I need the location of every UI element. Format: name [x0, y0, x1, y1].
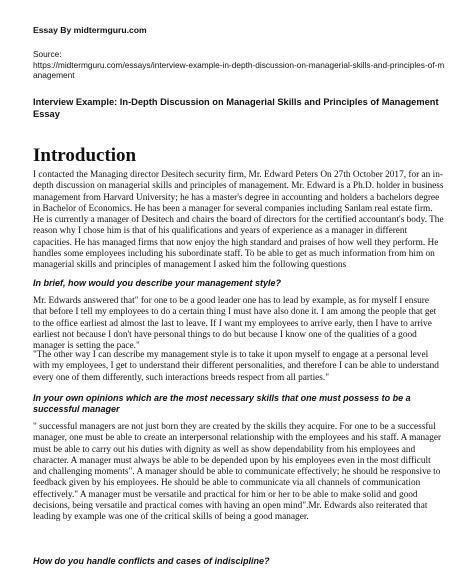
document-title: Interview Example: In-Depth Discussion on Managerial Skills and Principles of Management Essay	[33, 97, 439, 119]
question-heading-3: How do you handle conflicts and cases of indiscipline?	[33, 556, 270, 566]
question-heading-2: In your own opinions which are the most necessary skills that one must possess to be a successful manager	[33, 393, 411, 415]
answer-paragraph-1a: Mr. Edwards answered that" for one to be a good leader one has to lead by example, as for myself I ensure that before I tell my employees to do a certain thing I must have also done it. I am among the people that get to the office earliest ad almost the last to leave. If I want my employees to arrive early, then I have to arrive earliest not because I don't have personal things to do but because I know one of the qualities of a good manager is setting the pace."	[33, 296, 437, 352]
source-url-link[interactable]: https://midtermguru.com/essays/interview-example-in-depth-discussion-on-managerial-skills-and-principles-of-management	[33, 59, 445, 81]
answer-paragraph-1b: "The other way I can describe my management style is to take it upon myself to engage at a personal level with my employees, I get to understand their different personalities, and therefore I can be able to understand every one of them differently, such interactions breeds respect from all parties."	[33, 350, 439, 383]
section-heading-introduction: Introduction	[33, 145, 137, 166]
header-brand: Essay By midtermguru.com	[33, 25, 147, 35]
intro-paragraph: I contacted the Managing director Desitech security firm, Mr. Edward Peters On 27th October 2017, for an in-depth discussion on managerial skills and principles of management. Mr. Edward is a Ph.D. holder in business management from Harvard University; he has a master's degree in accounting and holders a bachelors degree in Bachelor of Economics. He has been a manager for several companies including Sanlam real estate firm. He is currently a manager of Desitech and chairs the board of directors for the certified accountant's body. The reason why I chose him is that of his qualifications and years of experience as a manager in different capacities. He has managed firms that now enjoy the high standard and praises of how well they perform. He handles some employees including his subordinate staff. To be able to get as much information from him on managerial skills and principles of management I asked him the following questions	[33, 170, 444, 271]
question-heading-1: In brief, how would you describe your management style?	[33, 278, 282, 288]
source-label: Source:	[33, 49, 62, 59]
source-block	[33, 49, 445, 81]
answer-paragraph-2: " successful managers are not just born they are created by the skills they acquire. For one to be a successful manager, one must be able to create an interpersonal relationship with the employees and his staff. A manager must be able to carry out his duties with dignity as well as show dependability from his employees and character. A manager must always be able to be depended upon by his employees even in the most difficult and challenging moments". A manager should be able to communicate effectively; he should be responsive to feedback given by his employees. He should be able to communicate via all channels of communication effectively." A manager must be versatile and practical for him or her to be able to make solid and good decisions, being versatile and practical comes with having an open mind".Mr. Edwards also reiterated that leading by example was one of the critical skills of being a good manager.	[33, 422, 442, 523]
